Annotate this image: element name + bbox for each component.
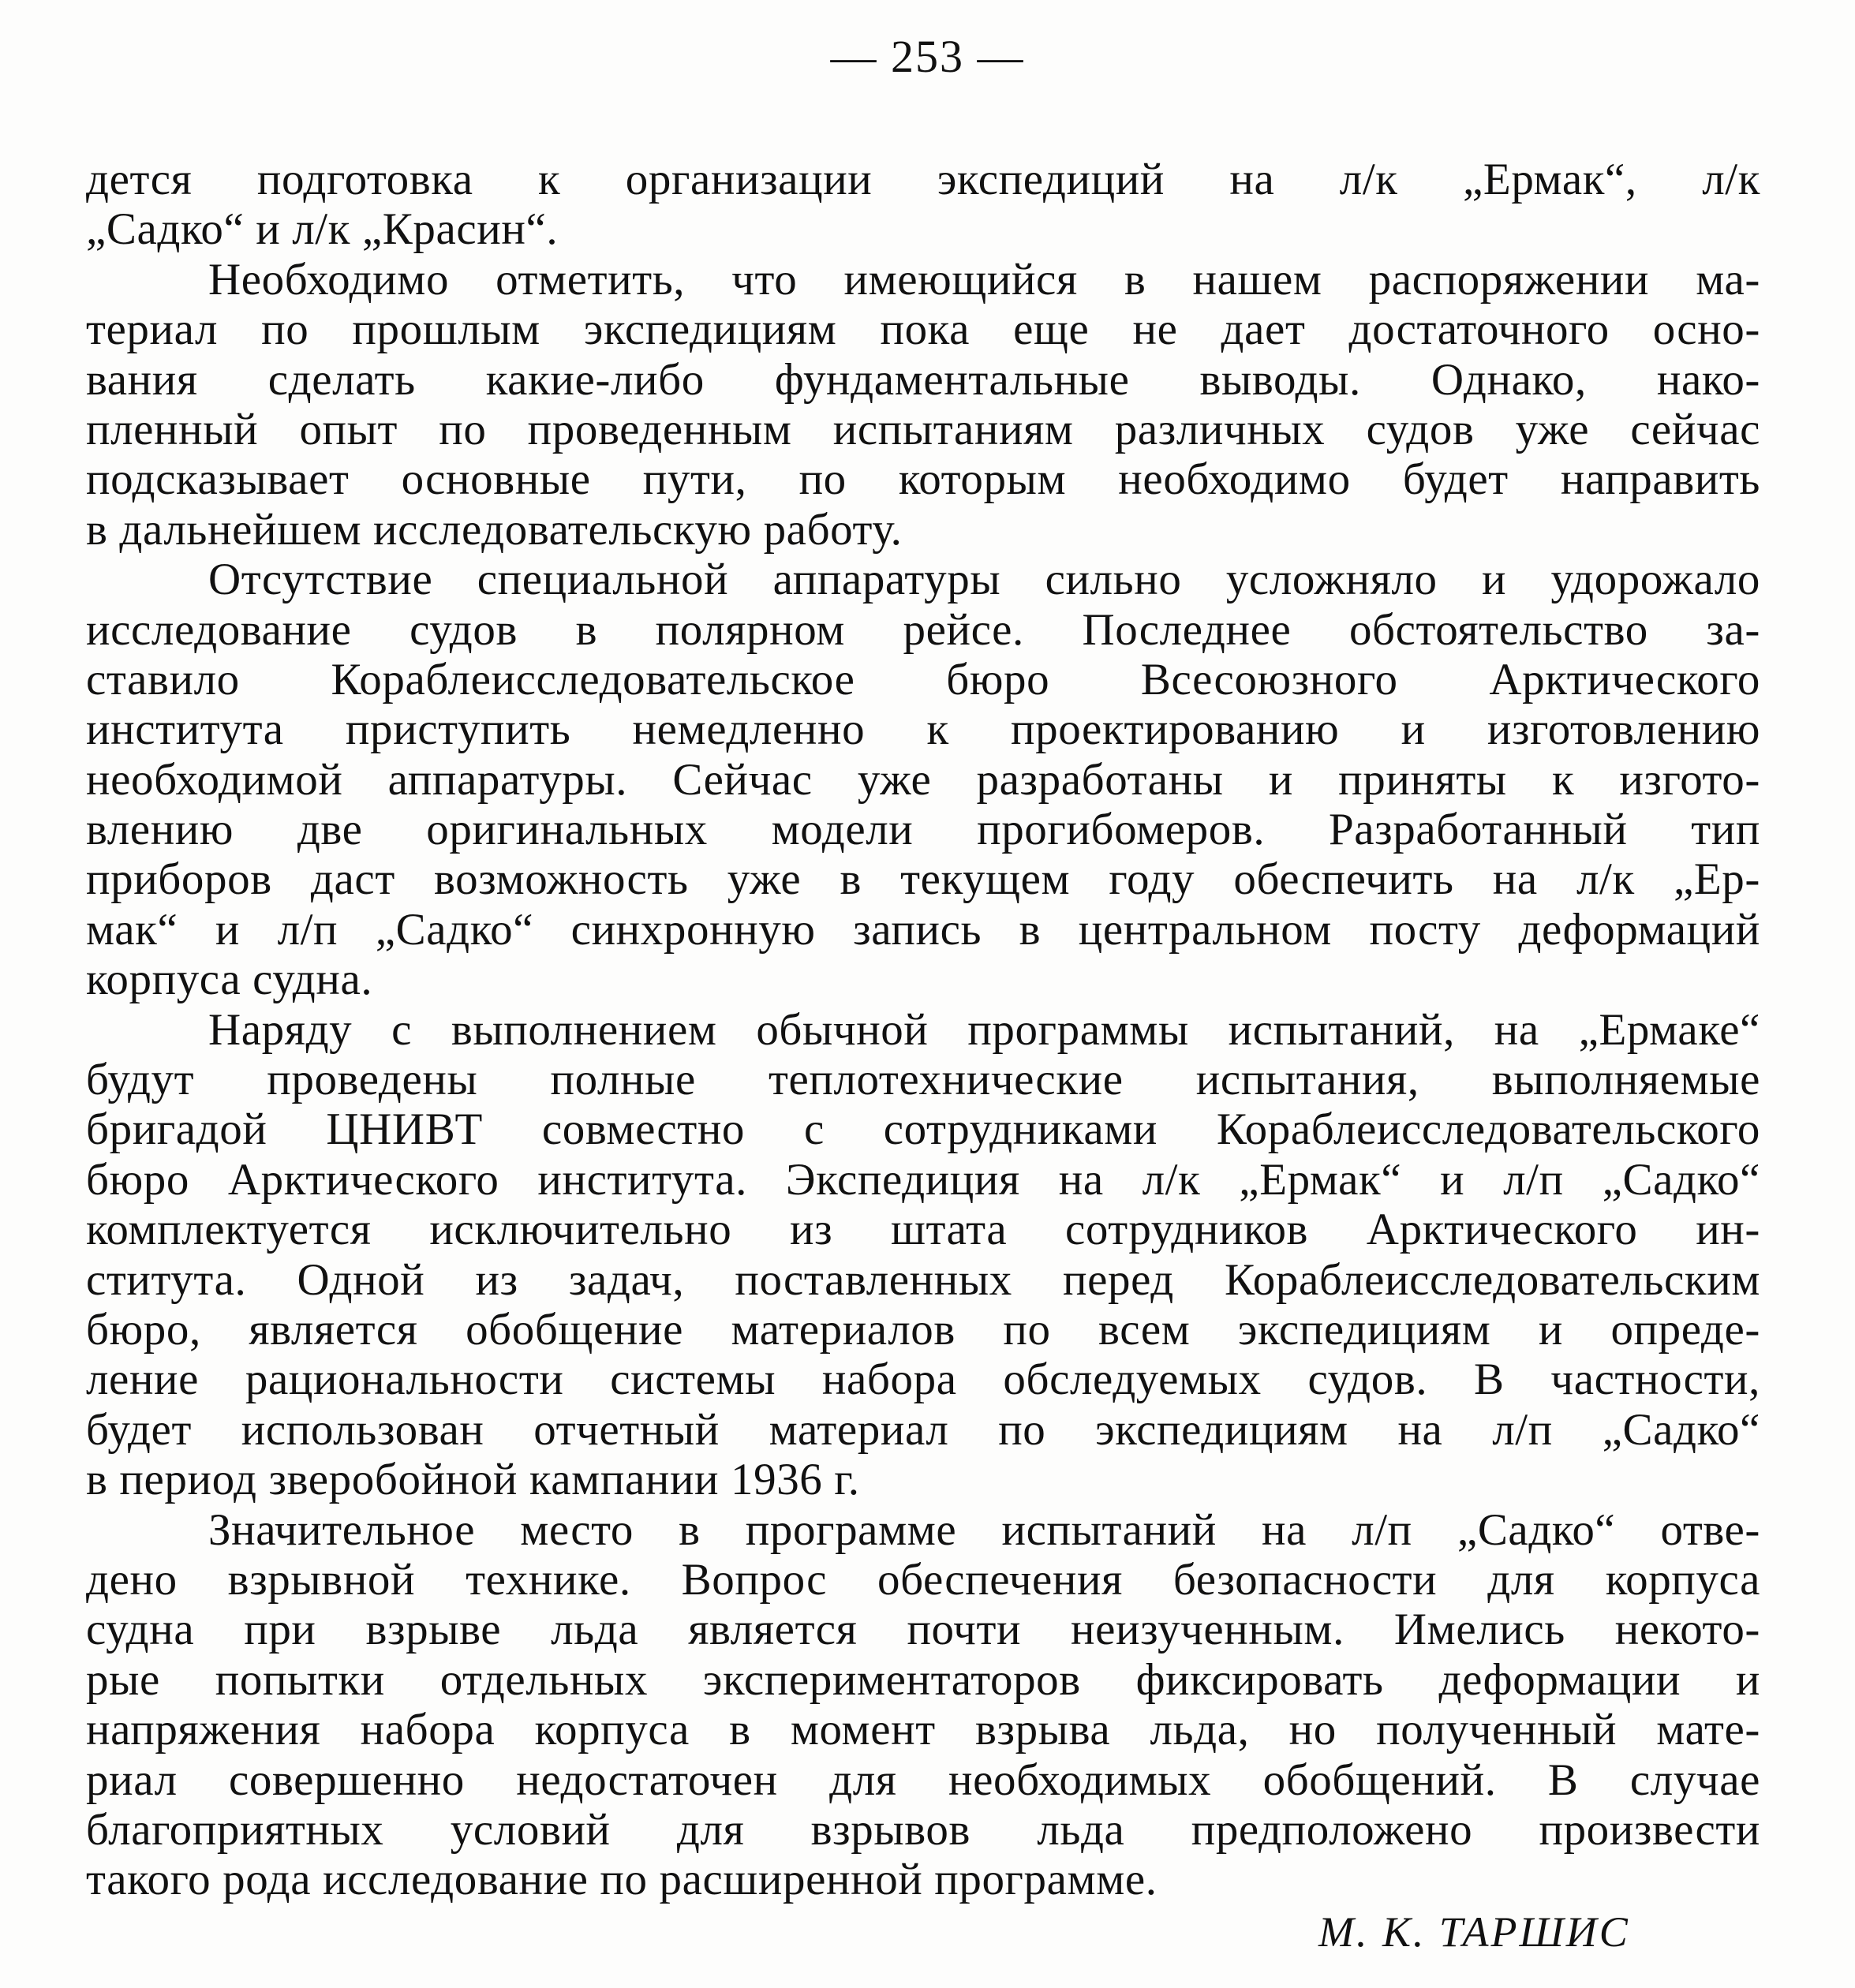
text-line: бюро Арктического института. Экспедиция на л/к „Ермак“ и л/п „Садко“	[86, 1154, 1760, 1205]
text-line: Наряду с выполнением обычной программы испытаний, на „Ермаке“	[208, 1004, 1760, 1055]
text-line: Значительное место в программе испытаний на л/п „Садко“ отве-	[208, 1504, 1760, 1555]
text-line: ститута. Одной из задач, поставленных перед Кораблеисследовательским	[86, 1254, 1760, 1305]
text-line: исследование судов в полярном рейсе. Последнее обстоятельство за-	[86, 604, 1760, 655]
text-line: в дальнейшем исследовательскую работу.	[86, 504, 903, 555]
text-line: дется подготовка к организации экспедиций на л/к „Ермак“, л/к	[86, 155, 1760, 204]
text-line: „Садко“ и л/к „Красин“.	[86, 204, 559, 255]
paragraph	[86, 1505, 1760, 1905]
text-line: приборов даст возможность уже в текущем году обеспечить на л/к „Ер-	[86, 854, 1760, 905]
page-number: — 253 —	[830, 31, 1025, 82]
body-text	[86, 155, 1760, 1905]
author-signature: М. К. ТАРШИС	[1318, 1908, 1630, 1956]
paragraph	[86, 555, 1760, 1005]
text-line: необходимой аппаратуры. Сейчас уже разработаны и приняты к изгото-	[86, 754, 1760, 805]
text-line: будут проведены полные теплотехнические испытания, выполняемые	[86, 1055, 1760, 1105]
text-line: ставило Кораблеисследовательское бюро Всесоюзного Арктического	[86, 654, 1760, 704]
text-line: корпуса судна.	[86, 955, 373, 1005]
text-line: мак“ и л/п „Садко“ синхронную запись в центральном посту деформаций	[86, 904, 1760, 955]
text-line: риал совершенно недостаточен для необходимых обобщений. В случае	[86, 1754, 1760, 1805]
text-line: такого рода исследование по расширенной программе.	[86, 1855, 1158, 1905]
text-line: бюро, является обобщение материалов по всем экспедициям и опреде-	[86, 1304, 1760, 1355]
text-line: Необходимо отметить, что имеющийся в нашем распоряжении ма-	[208, 254, 1760, 305]
paragraph	[86, 155, 1760, 255]
text-line: комплектуется исключительно из штата сотрудников Арктического ин-	[86, 1205, 1760, 1255]
text-line: влению две оригинальных модели прогибомеров. Разработанный тип	[86, 805, 1760, 855]
text-line: судна при взрыве льда является почти неизученным. Имелись некото-	[86, 1605, 1760, 1655]
text-line: благоприятных условий для взрывов льда предположено произвести	[86, 1804, 1760, 1855]
paragraph	[86, 255, 1760, 555]
text-line: подсказывает основные пути, по которым необходимо будет направить	[86, 454, 1760, 505]
text-line: Отсутствие специальной аппаратуры сильно усложняло и удорожало	[208, 555, 1760, 605]
text-line: напряжения набора корпуса в момент взрыва льда, но полученный мате-	[86, 1705, 1760, 1755]
text-line: териал по прошлым экспедициям пока еще не дает достаточного осно-	[86, 305, 1760, 355]
text-line: вания сделать какие-либо фундаментальные выводы. Однако, нако-	[86, 354, 1760, 405]
text-line: бригадой ЦНИВТ совместно с сотрудниками Кораблеисследовательского	[86, 1104, 1760, 1155]
text-line: ление рациональности системы набора обследуемых судов. В частности,	[86, 1355, 1760, 1405]
text-line: института приступить немедленно к проектированию и изготовлению	[86, 704, 1760, 755]
text-line: в период зверобойной кампании 1936 г.	[86, 1455, 860, 1505]
text-line: дено взрывной технике. Вопрос обеспечения безопасности для корпуса	[86, 1554, 1760, 1605]
paragraph	[86, 1005, 1760, 1505]
text-line: будет использован отчетный материал по экспедициям на л/п „Садко“	[86, 1404, 1760, 1455]
text-line: пленный опыт по проведенным испытаниям различных судов уже сейчас	[86, 404, 1760, 454]
text-line: рые попытки отдельных экспериментаторов фиксировать деформации и	[86, 1654, 1760, 1705]
